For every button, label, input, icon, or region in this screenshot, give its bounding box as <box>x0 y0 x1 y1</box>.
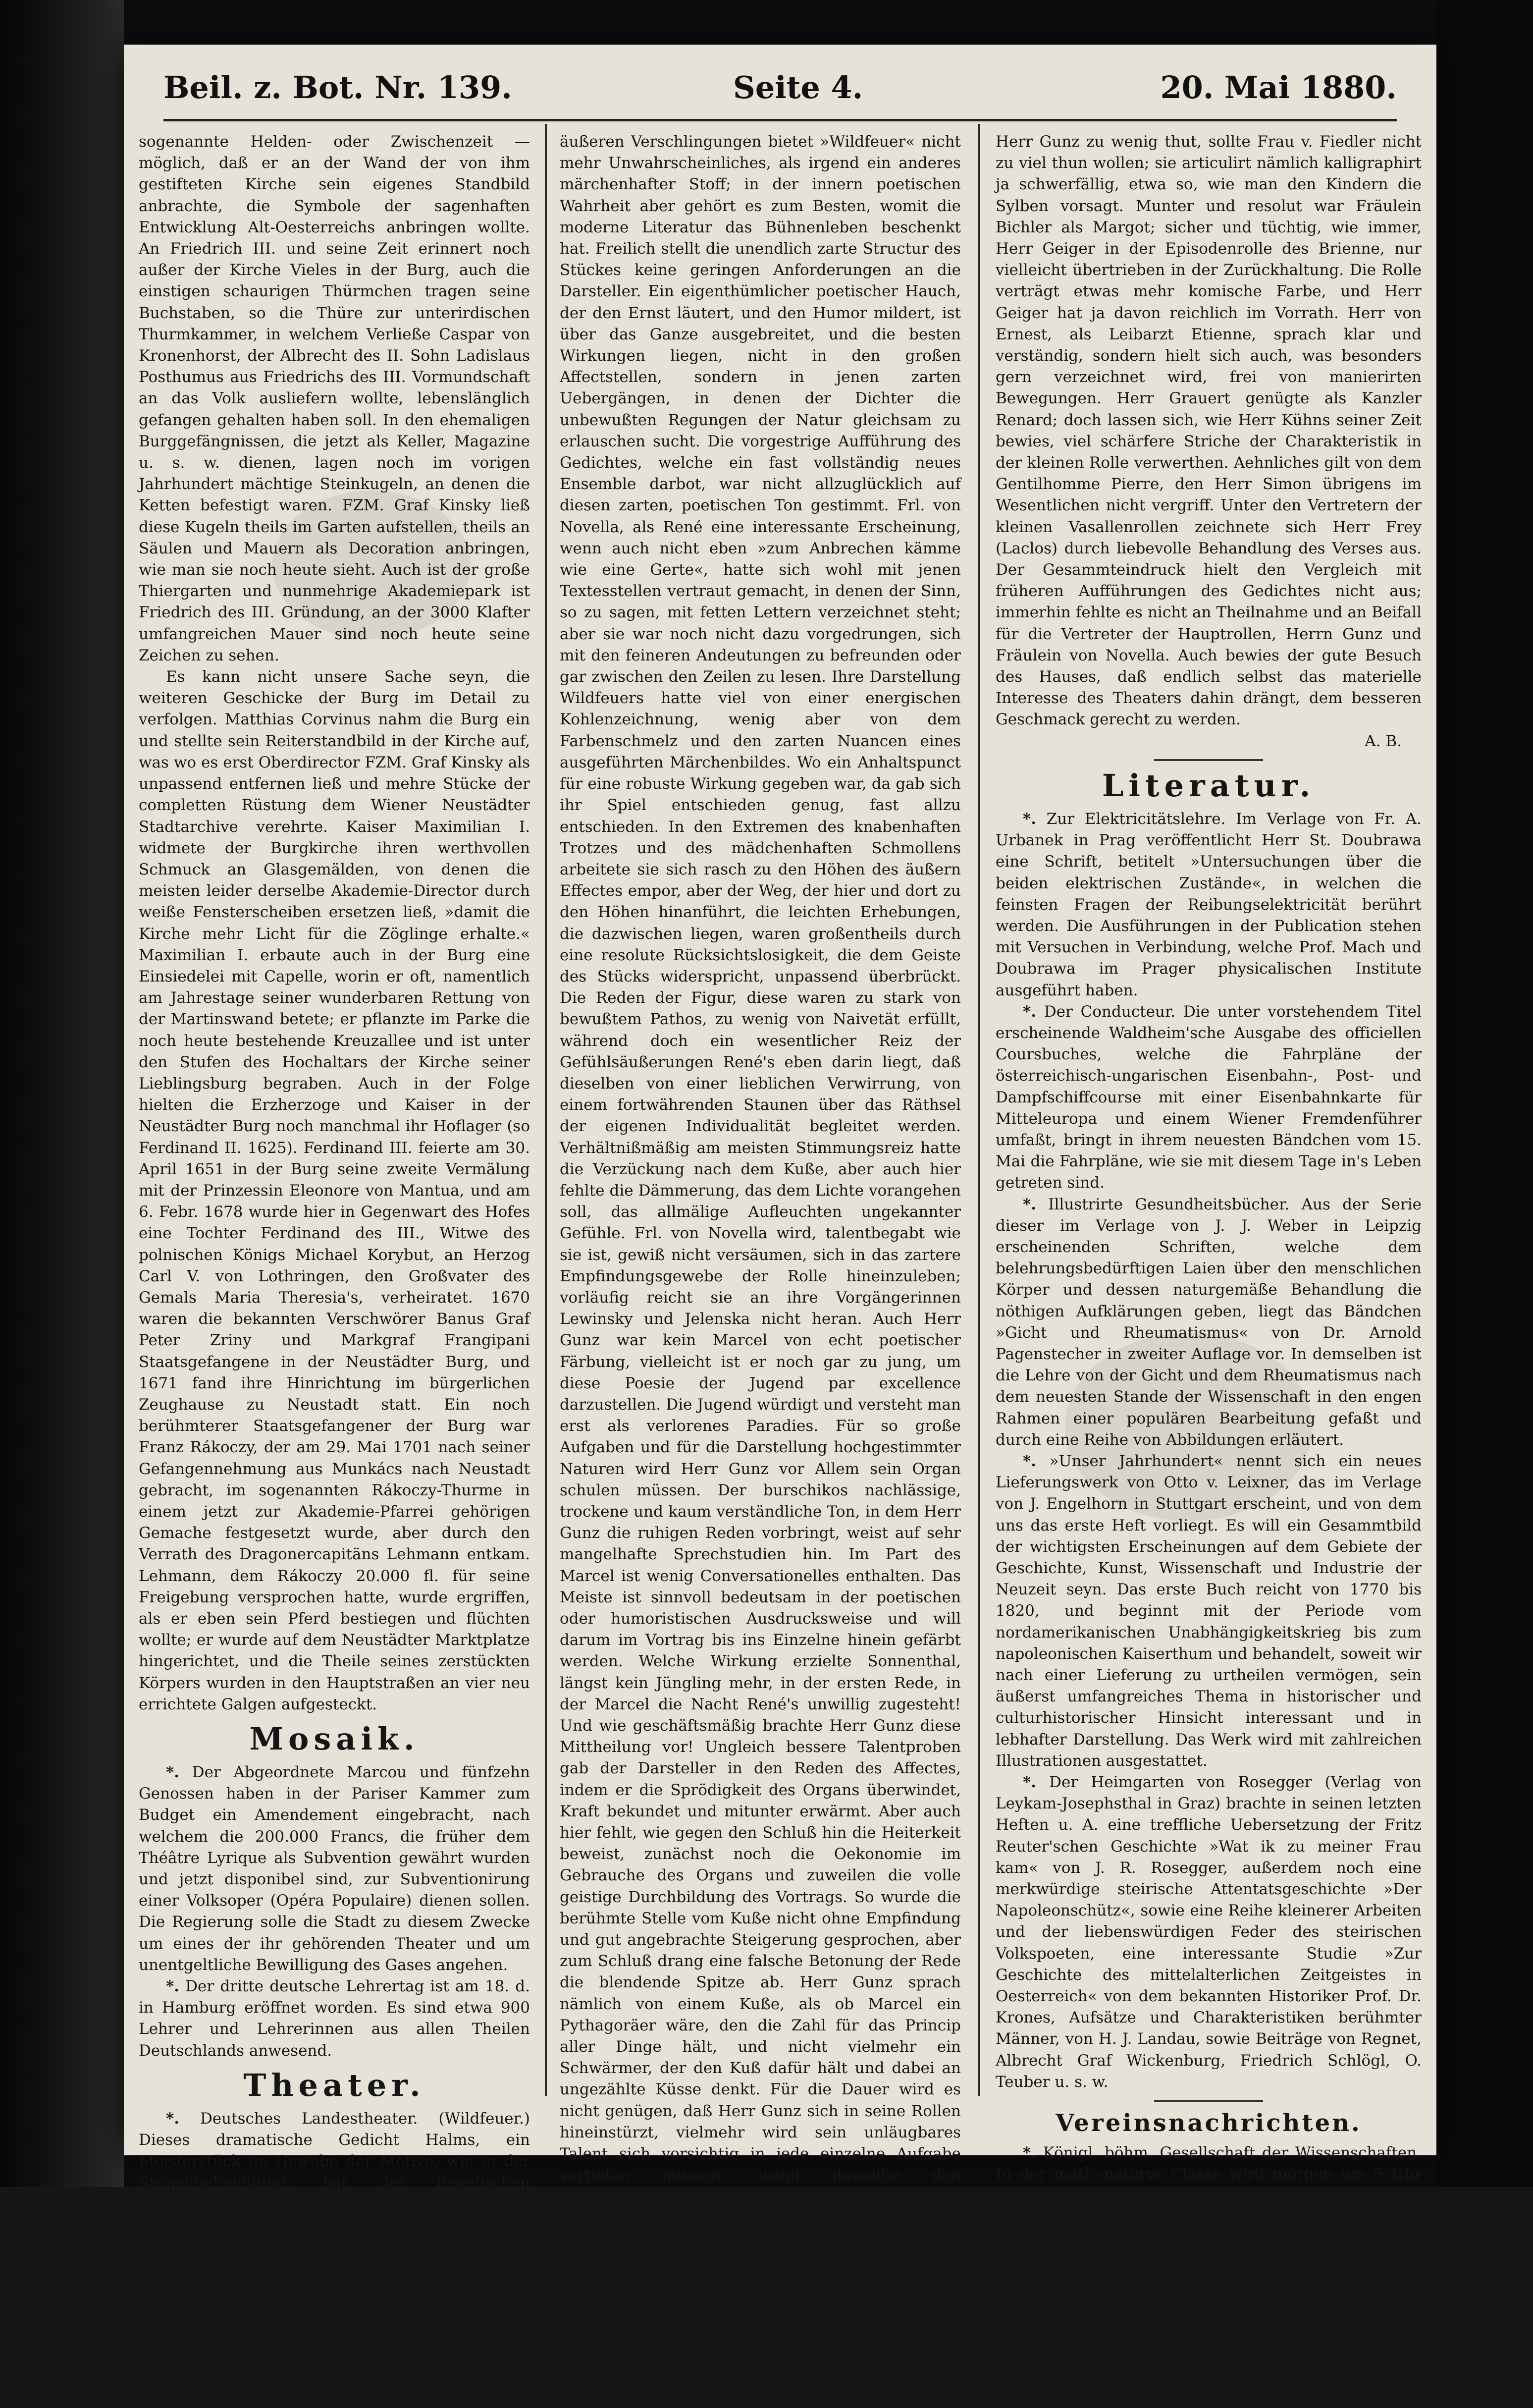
column-3 <box>996 131 1422 2226</box>
header-date: 20. Mai 1880. <box>1160 69 1397 106</box>
news-item-text: Illustrirte Gesundheitsbücher. Aus der Serie dieser im Verlage von J. J. Weber in Leipzig erscheinenden Schriften, welche dem belehrungsbedürftigen Laien über den menschlichen Körper und dessen naturgemäße Behandlung die nöthigen Aufklärungen geben, liegt das Bändchen »Gicht und Rheumatismus« von Dr. Arnold Pagenstecher in zweiter Auflage vor. In demselben ist die Lehre von der Gicht und dem Rheumatismus nach dem neuesten Stande der Wissenschaft in den engen Rahmen einer populären Bearbeitung gefaßt und durch eine Reihe von Abbildungen erläutert. <box>996 1195 1422 1449</box>
running-header <box>163 59 1397 121</box>
author-signature: A. B. <box>1365 732 1402 750</box>
header-page-number: Seite 4. <box>733 69 863 106</box>
news-item <box>996 809 1422 1001</box>
item-marker: *. <box>1023 1195 1037 1213</box>
news-item-text: Der Abgeordnete Marcou und fünfzehn Genossen haben in der Pariser Kammer zum Budget ein Amendement eingebracht, nach welchem die 200.000 Francs, die früher dem Théâtre Lyrique als Subvention gewährt wurden und jetzt disponibel sind, zur Subventionirung einer Volksoper (Opéra Populaire) dienen sollen. Die Regierung solle die Stadt zu diesem Zwecke um eines der ihr gehörenden Theater und um unentgeltliche Bewilligung des Gases angehen. <box>139 1763 530 1974</box>
news-item <box>996 1772 1422 2093</box>
news-item <box>139 1762 530 1976</box>
article-paragraph: Es kann nicht unsere Sache seyn, die weiteren Geschicke der Burg im Detail zu verfolgen. Matthias Corvinus nahm die Burg ein und stellte sein Reiterstandbild in der Kirche auf, was wo es erst Oberdirector FZM. Graf Kinsky als unpassend entfernen ließ und mehre Stücke der completten Rüstung dem Wiener Neustädter Stadtarchive verehrte. Kaiser Maximilian I. widmete der Burgkirche ihren werthvollen Schmuck an Glasgemälden, von denen die meisten leider derselbe Akademie-Director durch weiße Fensterscheiben ersetzen ließ, »damit die Kirche mehr Licht für die Zöglinge erhalte.« Maximilian I. erbaute auch in der Burg eine Einsiedelei mit Capelle, worin er oft, namentlich am Jahrestage seiner wunderbaren Rettung von der Martinswand betete; er pflanzte im Parke die noch heute bestehende Kreuzallee und ist unter den Stufen des Hochaltars der Kirche seiner Lieblingsburg begraben. Auch in der Folge hielten die Erzherzoge und Kaiser in der Neustädter Burg noch manchmal ihr Hoflager (so Ferdinand II. 1625). Ferdinand III. feierte am 30. April 1651 in der Burg seine zweite Vermälung mit der Prinzessin Eleonore von Mantua, und am 6. Febr. 1678 wurde hier in Gegenwart des Hofes eine Tochter Ferdinand des III., Witwe des polnischen Königs Michael Korybut, an Herzog Carl V. von Lothringen, den Großvater des Gemals Maria Theresia's, verheiratet. 1670 waren die bekannten Verschwörer Banus Graf Peter Zriny und Markgraf Frangipani Staatsgefangene in der Neustädter Burg, und 1671 fand ihre Hinrichtung im bürgerlichen Zeughause zu Neustadt statt. Ein noch berühmterer Staatsgefangener der Burg war Franz Rákoczy, der am 29. Mai 1701 nach seiner Gefangennehmung aus Munkács nach Neustadt gebracht, im sogenannten Rákoczy-Thurme in einem jetzt zur Akademie-Pfarrei gehörigen Gemache festgesetzt wurde, aber durch den Verrath des Dragonercapitäns Lehmann entkam. Lehmann, dem Rákoczy 20.000 fl. für seine Freigebung versprochen hatte, wurde ergriffen, als er eben sein Pferd bestiegen und flüchten wollte; er wurde auf dem Neustädter Marktplatze hingerichtet, und die Theile seines zerstückten Körpers wurden in den Hauptstraßen an vier neu errichtete Galgen aufgesteckt. <box>139 668 530 1713</box>
section-title-literatur: Literatur. <box>1102 767 1316 804</box>
news-item-text: Königl. böhm. Gesellschaft der Wissenschaften. In der math.-naturw. Classe wird morgen um 5 Uhr Nachm. Prof. K. Zenger »Ueber die aktinischen Aplanaten für Mikroskope« vortragen. <box>996 2144 1422 2226</box>
news-item <box>139 1976 530 2062</box>
item-marker: *. <box>1023 1452 1037 1470</box>
divider <box>1154 759 1263 761</box>
column-rule <box>545 124 547 2096</box>
scan-left-edge <box>0 0 124 2187</box>
column-2 <box>560 131 961 2355</box>
review-paragraph: Herr Gunz zu wenig thut, sollte Frau v. Fiedler nicht zu viel thun wollen; sie articulirt nämlich kalligraphirt ja schwerfällig, etwa so, wie man den Kindern die Sylben vorsagt. Munter und resolut war Fräulein Bichler als Margot; sicher und tüchtig, wie immer, Herr Geiger in der Episodenrolle des Brienne, nur vielleicht übertrieben in der Zurückhaltung. Die Rolle verträgt etwas mehr komische Farbe, und Herr Geiger hat ja davon reichlich im Vorrath. Herr von Ernest, als Leibarzt Etienne, sprach klar und verständig, sondern hielt sich auch, was besonders gern verzeichnet wird, frei von manierirten Bewegungen. Herr Grauert genügte als Kanzler Renard; doch lassen sich, wie Herr Kühns seiner Zeit bewies, viel schärfere Striche der Charakteristik in der kleinen Rolle verwerthen. Aehnliches gilt von dem Gentilhomme Pierre, den Herr Simon übrigens im Wesentlichen nicht vergriff. Unter den Vertretern der kleinen Vasallenrollen zeichnete sich Herr Frey (Laclos) durch liebevolle Behandlung des Verses aus. Der Gesammteindruck hielt den Vergleich mit früheren Aufführungen des Gedichtes nicht aus; immerhin fehlte es nicht an Theilnahme und an Beifall für die Vertreter der Hauptrollen, Herrn Gunz und Fräulein von Novella. Auch bewies der gute Besuch des Hauses, daß endlich selbst das materielle Interesse des Theaters dahin drängt, dem besseren Geschmack gerecht zu werden. <box>996 133 1422 729</box>
news-item <box>996 1194 1422 1451</box>
item-marker: *. <box>1023 1002 1037 1021</box>
section-title-theater: Theater. <box>243 2067 425 2103</box>
newspaper-page <box>124 45 1436 2406</box>
review-text: Deutsches Landestheater. (Wildfeuer.) Dieses dramatische Gedicht Halms, ein Meisterstück im Gewebe der Motive, wie in der Sprachbehandlung, hat der flegelischen Rücksichtnahme »auf schon so lange siegreich Wildfeuer« geschrieben, daß es heute bereits in ganz Deutschland für eine Zierde des Schauspielrepertoires gilt. Die Gemeinheit, die sonst mit der Prosa ganz außer Verkehr steht, hat das Gedicht, endlich doch, nur darum befestigt, weil sie sich durch das rasende Motiv angeregt fühlte. Im deutschen Sinne sind ja auch längst griechische und deutsche Mythologie den gräulichsten Lächerlichen verfallen. In den <box>139 2109 530 2406</box>
column-rule <box>978 124 980 2096</box>
section-title-vereinsnachrichten: Vereinsnachrichten. <box>1056 2109 1362 2137</box>
news-item-text: Zur Elektricitätslehre. Im Verlage von Fr. A. Urbanek in Prag veröffentlicht Herr St. Doubrawa eine Schrift, betitelt »Untersuchungen über die beiden elektrischen Zustände«, in welchen die feinsten Fragen der Reibungselektricität berührt werden. Die Ausführungen in der Publication stehen mit Versuchen in Verbindung, welche Prof. Mach und Doubrawa im Prager physicalischen Institute ausgeführt haben. <box>996 810 1422 999</box>
scan-right-edge <box>1436 0 1533 2187</box>
news-item <box>996 2142 1422 2228</box>
header-issue: Beil. z. Bot. Nr. 139. <box>163 69 512 106</box>
article-paragraph: sogenannte Helden- oder Zwischenzeit — möglich, daß er an der Wand der von ihm gestifteten Kirche sein eigenes Standbild anbrachte, die Symbole der sagenhaften Entwicklung Alt-Oesterreichs anbringen wollte. An Friedrich III. und seine Zeit erinnert noch außer der Kirche Vieles in der Burg, auch die einstigen schaurigen Thürmchen tragen seine Buchstaben, so die Thüre zur unterirdischen Thurmkammer, in welchem Verließe Caspar von Kronenhorst, der Albrecht des II. Sohn Ladislaus Posthumus aus Friedrichs des III. Vormundschaft an das Volk ausliefern wollte, lebenslänglich gefangen gehalten haben soll. In den ehemaligen Burggefängnissen, die jetzt als Keller, Magazine u. s. w. dienen, lagen noch im vorigen Jahrhundert mächtige Steinkugeln, an denen die Ketten befestigt waren. FZM. Graf Kinsky ließ diese Kugeln theils im Garten aufstellen, theils an Säulen und Mauern als Decoration anbringen, wie man sie noch heute sieht. Auch ist der große Thiergarten und nunmehrige Akademiepark ist Friedrich des III. Gründung, an der 3000 Klafter umfangreichen Mauer sind noch heute seine Zeichen zu sehen. <box>139 133 530 664</box>
column-1 <box>139 131 530 2406</box>
item-marker: *. <box>1023 1773 1037 1792</box>
review-paragraph <box>139 2108 530 2408</box>
news-item <box>996 1001 1422 1194</box>
section-title-mosaik: Mosaik. <box>249 1721 420 1757</box>
item-marker: *. <box>1023 2144 1037 2162</box>
item-marker: *. <box>166 1977 180 1996</box>
item-marker: *. <box>1023 810 1037 828</box>
news-item-text: Der Heimgarten von Rosegger (Verlag von Leykam-Josephsthal in Graz) brachte in seinen letzten Heften u. A. eine treffliche Uebersetzung der Fritz Reuter'schen Geschichte »Wat ik zu meiner Frau kam« von J. R. Rosegger, außerdem noch eine merkwürdige steirische Attentatsgeschichte »Der Napoleonschütz«, sowie eine Reihe kleinerer Arbeiten und der liebenswürdigen Feder des steirischen Volkspoeten, eine interessante Studie »Zur Geschichte des mittelalterlichen Zeitgeistes in Oesterreich« von dem bekannten Historiker Prof. Dr. Krones, Aufsätze und Charakteristiken berühmter Männer, von H. J. Landau, sowie Beiträge von Regnet, Albrecht Graf Wickenburg, Friedrich Schlögl, O. Teuber u. s. w. <box>996 1773 1422 2091</box>
item-marker: *. <box>166 2109 180 2128</box>
news-item-text: »Unser Jahrhundert« nennt sich ein neues Lieferungswerk von Otto v. Leixner, das im Verlage von J. Engelhorn in Stuttgart erscheint, und von dem uns das erste Heft vorliegt. Es will ein Gesammtbild der wichtigsten Erscheinungen auf dem Gebiete der Geschichte, Kunst, Wissenschaft und Industrie der Neuzeit seyn. Das erste Buch reicht von 1770 bis 1820, und beginnt mit der Periode vom nordamerikanischen Unabhängigkeitskrieg bis zum napoleonischen Kaiserthum und behandelt, soweit wir nach einer Lieferung zu urtheilen vermögen, sein äußerst umfangreiches Thema in historischer und culturhistorischer Hinsicht interessant und in lebhafter Darstellung. Das Werk wird mit zahlreichen Illustrationen ausgestattet. <box>996 1452 1422 1770</box>
review-paragraph: äußeren Verschlingungen bietet »Wildfeuer« nicht mehr Unwahrscheinliches, als irgend ein anderes märchenhafter Stoff; in der innern poetischen Wahrheit aber gehört es zum Besten, womit die moderne Literatur das Bühnenleben beschenkt hat. Freilich stellt die unendlich zarte Structur des Stückes keine geringen Anforderungen an die Darsteller. Ein eigenthümlicher poetischer Hauch, der den Ernst läutert, und den Humor mildert, ist über das Ganze ausgebreitet, und die besten Wirkungen liegen, nicht in den großen Affectstellen, sondern in jenen zarten Uebergängen, in denen der Dichter die unbewußten Regungen der Natur gleichsam zu erlauschen sucht. Die vorgestrige Aufführung des Gedichtes, welche ein fast vollständig neues Ensemble darbot, war nicht allzuglücklich auf diesen zarten, poetischen Ton gestimmt. Frl. von Novella, als René eine interessante Erscheinung, wenn auch nicht eben »zum Anbrechen kämme wie eine Gerte«, hatte sich wohl mit jenen Textesstellen vertraut gemacht, in denen der Sinn, so zu sagen, mit fetten Lettern verzeichnet steht; aber sie war noch nicht dazu vorgedrungen, sich mit den feineren Andeutungen zu befreunden oder gar zwischen den Zeilen zu lesen. Ihre Darstellung Wildfeuers hatte viel von einer energischen Kohlenzeichnung, wenig aber von dem Farbenschmelz und den zarten Nuancen eines ausgeführten Märchenbildes. Wo ein Anhaltspunct für eine robuste Wirkung gegeben war, da gab sich ihr Spiel entschieden genug, fast allzu entschieden. In den Extremen des knabenhaften Trotzes und des mädchenhaften Schmollens arbeitete sie sich rasch zu den Höhen des äußern Effectes empor, aber der Weg, der hier und dort zu den Höhen hinanführt, die leichten Erhebungen, die dazwischen liegen, waren großentheils durch eine resolute Rücksichtslosigkeit, die dem Geiste des Stücks widerspricht, unpassend überbrückt. Die Reden der Figur, diese waren zu stark von bewußtem Pathos, zu wenig von Naivetät erfüllt, während doch ein wesentlicher Reiz der Gefühlsäußerungen René's eben darin liegt, daß dieselben von einer lieblichen Verwirrung, von einem fortwährenden Staunen über das Räthsel der eigenen Individualität begleitet werden. Verhältnißmäßig am meisten Stimmungsreiz hatte die Verzückung nach dem Kuße, aber auch hier fehlte die Dämmerung, das dem Lichte vorangehen soll, das allmälige Aufleuchten ungekannter Gefühle. Frl. von Novella wird, talentbegabt wie sie ist, gewiß nicht versäumen, sich in das zartere Empfindungsgewebe der Rolle hineinzuleben; vorläufig reicht sie an ihre Vorgängerinnen Lewinsky und Jelenska nicht heran. Auch Herr Gunz war kein Marcel von echt poetischer Färbung, vielleicht ist er noch gar zu jung, um diese Poesie der Jugend par excellence darzustellen. Die Jugend würdigt und versteht man erst als verlorenes Paradies. Für so große Aufgaben und für die Darstellung hochgestimmter Naturen wird Herr Gunz vor Allem sein Organ schulen müssen. Der burschikos nachlässige, trockene und kaum verständliche Ton, in dem Herr Gunz die ruhigen Reden vorbringt, weist auf sehr mangelhafte Sprechstudien hin. Im Part des Marcel ist wenig Conversationelles enthalten. Das Meiste ist sinnvoll bedeutsam in der poetischen oder humoristischen Ausdrucksweise und will darum im Vortrag bis ins Einzelne hinein gefärbt werden. Welche Wirkung erzielte Sonnenthal, längst kein Jüngling mehr, in der ersten Rede, in der Marcel die Nacht René's unwillig zugesteht! Und wie geschäftsmäßig brachte Herr Gunz diese Mittheilung vor! Ungleich bessere Talentproben gab der Darsteller in den Reden des Affectes, indem er die Sprödigkeit des Organs überwindet, Kraft bekundet und mitunter erwärmt. Aber auch hier fehlt, wie gegen den Schluß hin die Heiterkeit beweist, zunächst noch die Oekonomie im Gebrauche des Organs und zuweilen die volle geistige Durchbildung des Vortrags. So wurde die berühmte Stelle vom Kuße nicht ohne Empfindung und gut angebrachte Steigerung gesprochen, aber zum Schluß drang eine falsche Betonung der Rede die blendende Spitze ab. Herr Gunz sprach nämlich von einem Kuße, als ob Marcel ein Pythagoräer wäre, den die Zahl für das Princip aller Dinge hält, und nicht vielmehr ein Schwärmer, der den Kuß dafür hält und dabei an ungezählte Küsse denkt. Für die Dauer wird es nicht genügen, daß Herr Gunz sich in seine Rollen hineinstürzt, vielmehr wird sein unläugbares Talent sich vorsichtig in jede einzelne Aufgabe vertiefen müssen, wenn dasselbe den Anforderungen eines großen Wirkungskreises genügen soll. Sehr ernst hatte sich Frau Fiedler von Burgbach mit der Gräfin von Dommartin befaßt; der Grundton der Energie war richtig angeschlagen, und der Text — bis auf eine verunglückte Stelle (nach dem Abgange des Grafen von Driemne), die nur halb zu Gehör kam — sorgfältig behandelt. In einem Puncte, in dem <box>560 133 961 2355</box>
news-item-text: Der dritte deutsche Lehrertag ist am 18. d. in Hamburg eröffnet worden. Es sind etwa 900 Lehrer und Lehrerinnen aus allen Theilen Deutschlands anwesend. <box>139 1977 530 2060</box>
news-item-text: Der Conducteur. Die unter vorstehendem Titel erscheinende Waldheim'sche Ausgabe des officiellen Coursbuches, welche die Fahrpläne der österreichisch-ungarischen Eisenbahn-, Post- und Dampfschiffcourse mit einer Eisenbahnkarte für Mitteleuropa und einem Wiener Fremdenführer umfaßt, bringt in ihrem neuesten Bändchen vom 15. Mai die Fahrpläne, wie sie mit diesem Tage in's Leben getreten sind. <box>996 1002 1422 1192</box>
news-item <box>996 1451 1422 1772</box>
divider <box>1154 2100 1263 2102</box>
item-marker: *. <box>166 1763 180 1782</box>
